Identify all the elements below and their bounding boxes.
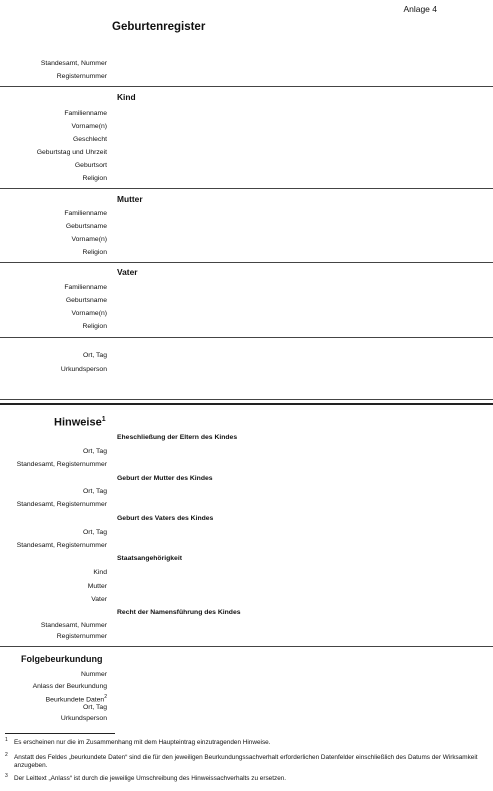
field-label-kind-religion: Religion bbox=[82, 175, 107, 182]
field-label-geburt-vater-standesamt: Standesamt, Registernummer bbox=[16, 542, 107, 549]
divider bbox=[0, 646, 493, 647]
divider bbox=[0, 262, 493, 263]
field-label-folge-urkundsperson: Urkundsperson bbox=[60, 715, 107, 722]
hinweis-heading-geburt-vater: Geburt des Vaters des Kindes bbox=[117, 515, 214, 522]
section-title-kind: Kind bbox=[117, 92, 136, 102]
hinweise-title bbox=[54, 416, 106, 429]
hinweis-heading-namensfuehrung: Recht der Namensführung des Kindes bbox=[117, 609, 241, 616]
field-label-nf-registernummer: Registernummer bbox=[56, 633, 107, 640]
field-label-kind-vornamen: Vorname(n) bbox=[71, 123, 107, 130]
field-label-folge-daten-text: Beurkundete Daten bbox=[45, 696, 105, 704]
hinweis-heading-geburt-mutter: Geburt der Mutter des Kindes bbox=[117, 475, 213, 482]
field-label-ehe-ort-tag: Ort, Tag bbox=[82, 448, 107, 455]
section-title-vater: Vater bbox=[117, 267, 138, 277]
field-label-vater-religion: Religion bbox=[82, 323, 107, 330]
field-label-folge-daten bbox=[46, 695, 107, 704]
field-label-ort-tag: Ort, Tag bbox=[82, 352, 107, 359]
field-label-geburt-mutter-ort-tag: Ort, Tag bbox=[82, 488, 107, 495]
document-title: Geburtenregister bbox=[112, 21, 206, 33]
field-label-kind-geburtsort: Geburtsort bbox=[74, 162, 107, 169]
field-label-mutter-familienname: Familienname bbox=[64, 210, 107, 217]
footnote-number: 1 bbox=[5, 737, 8, 743]
field-label-kind-geschlecht: Geschlecht bbox=[72, 136, 107, 143]
divider bbox=[0, 337, 493, 338]
field-label-nf-standesamt: Standesamt, Nummer bbox=[40, 622, 107, 629]
divider bbox=[0, 86, 493, 87]
footnote-2 bbox=[5, 754, 485, 770]
footnote-ref-1: 1 bbox=[101, 416, 106, 423]
footnote-ref-2: 2 bbox=[104, 694, 107, 700]
field-label-vater-geburtsname: Geburtsname bbox=[65, 297, 107, 304]
field-label-folge-nummer: Nummer bbox=[80, 671, 107, 678]
hinweise-title-text: Hinweise bbox=[54, 416, 102, 429]
field-label-urkundsperson: Urkundsperson bbox=[60, 366, 107, 373]
annex-label: Anlage 4 bbox=[403, 4, 437, 14]
field-label-vater-familienname: Familienname bbox=[64, 284, 107, 291]
footnote-3 bbox=[5, 775, 485, 783]
field-label-mutter-geburtsname: Geburtsname bbox=[65, 223, 107, 230]
divider bbox=[0, 188, 493, 189]
field-label-sa-kind: Kind bbox=[93, 569, 107, 576]
field-label-kind-geburtstag: Geburtstag und Uhrzeit bbox=[36, 149, 107, 156]
footnote-text: Der Leittext „Anlass“ ist durch die jeweilige Umschreibung des Hinweissachverhalts zu ersetzen. bbox=[14, 775, 287, 782]
field-label-folge-ort-tag: Ort, Tag bbox=[82, 704, 107, 711]
double-divider bbox=[0, 403, 493, 405]
field-label-standesamt-nummer: Standesamt, Nummer bbox=[40, 60, 107, 67]
field-label-registernummer: Registernummer bbox=[56, 73, 107, 80]
field-label-sa-vater: Vater bbox=[91, 596, 107, 603]
field-label-vater-vornamen: Vorname(n) bbox=[71, 310, 107, 317]
section-title-mutter: Mutter bbox=[117, 194, 143, 204]
footnote-number: 2 bbox=[5, 752, 8, 758]
divider bbox=[0, 399, 493, 400]
hinweis-heading-eheschliessung: Eheschließung der Eltern des Kindes bbox=[117, 434, 238, 441]
field-label-folge-anlass: Anlass der Beurkundung bbox=[32, 683, 107, 690]
footnote-text: Anstatt des Feldes „beurkundete Daten“ sind die für den jeweiligen Beurkundungssachverhalt erforderlichen Datenfelder einschließlich des Datums der Wirksamkeit anzugeben. bbox=[14, 754, 478, 769]
field-label-mutter-religion: Religion bbox=[82, 249, 107, 256]
field-label-ehe-standesamt: Standesamt, Registernummer bbox=[16, 461, 107, 468]
footnote-1 bbox=[5, 739, 485, 747]
footnote-number: 3 bbox=[5, 773, 8, 779]
field-label-geburt-vater-ort-tag: Ort, Tag bbox=[82, 529, 107, 536]
field-label-kind-familienname: Familienname bbox=[64, 110, 107, 117]
folgebeurkundung-title: Folgebeurkundung bbox=[21, 654, 103, 664]
hinweis-heading-staatsangehoerigkeit: Staatsangehörigkeit bbox=[117, 555, 182, 562]
footnote-text: Es erscheinen nur die im Zusammenhang mit dem Haupteintrag einzutragenden Hinweise. bbox=[14, 739, 271, 746]
field-label-sa-mutter: Mutter bbox=[87, 583, 107, 590]
field-label-mutter-vornamen: Vorname(n) bbox=[71, 236, 107, 243]
footnote-rule bbox=[5, 733, 115, 734]
field-label-geburt-mutter-standesamt: Standesamt, Registernummer bbox=[16, 501, 107, 508]
